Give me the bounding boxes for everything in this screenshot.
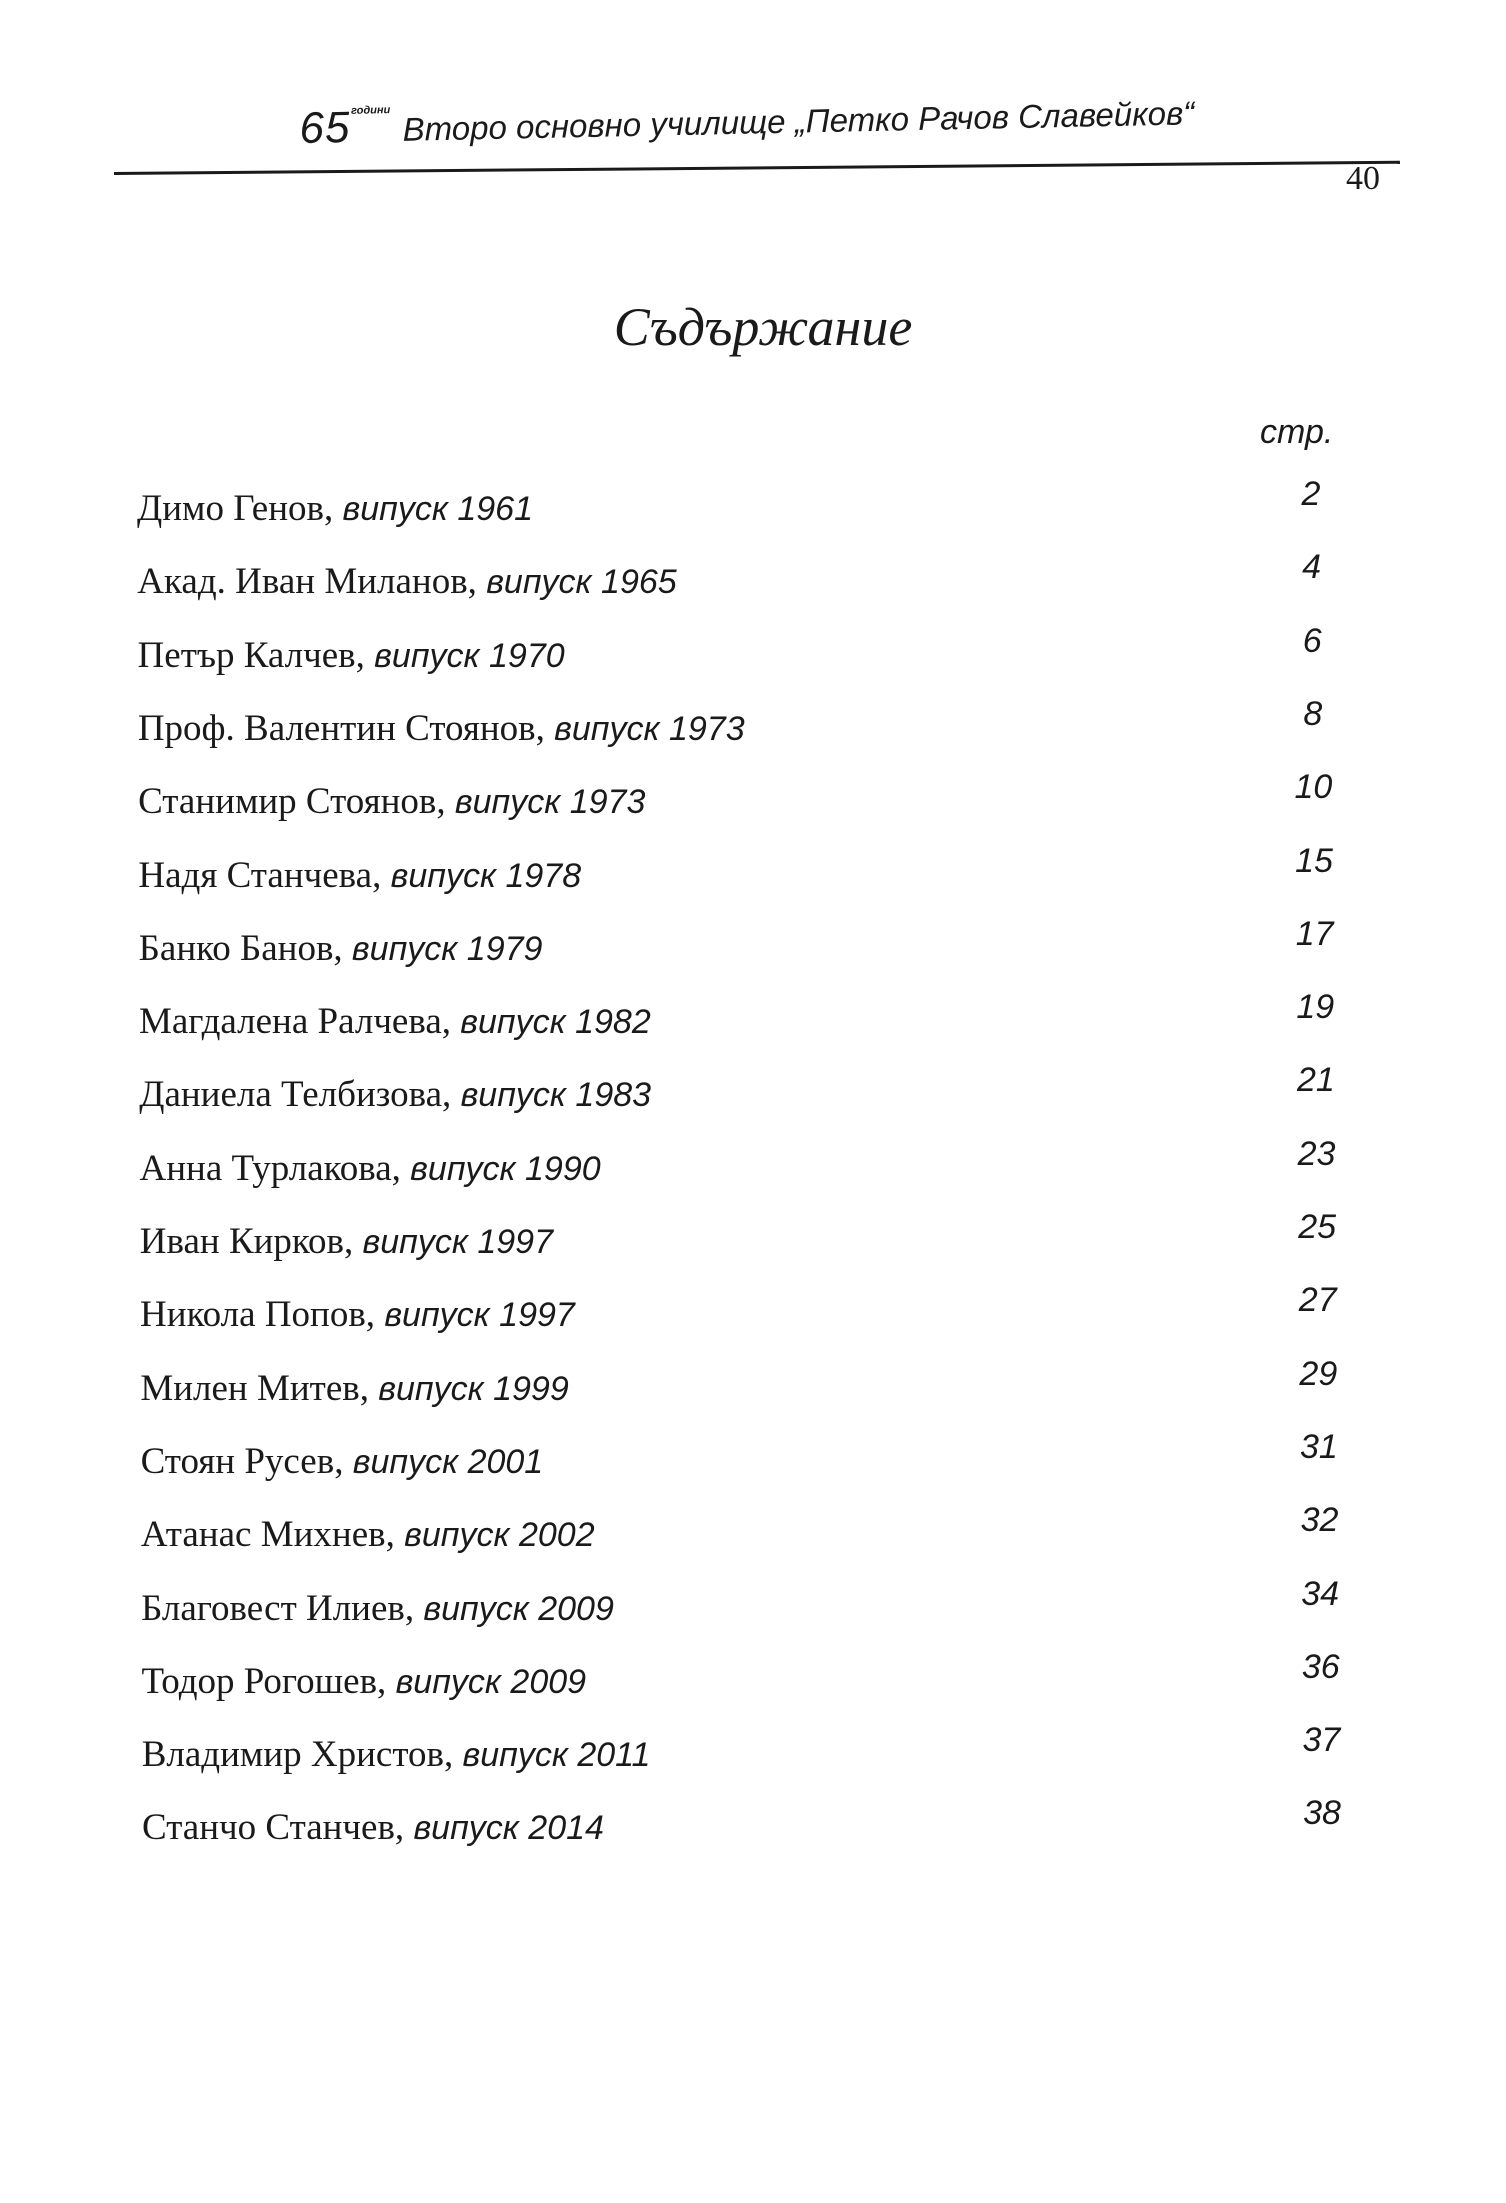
entry-page-number: 4 [1302,548,1322,587]
toc-entry [0,1647,1506,1720]
entry-year: випуск 1983 [460,1076,652,1115]
entry-year: випуск 1990 [410,1149,601,1188]
toc-title: Съдържание [613,297,913,357]
entry-page-number: 17 [1295,914,1334,953]
toc-entry-text [141,1660,586,1703]
toc-entry-text [137,487,533,530]
entry-page-number: 6 [1302,621,1322,660]
school-name: Второ основно училище „Петко Рачов Славейков“ [402,94,1195,148]
toc-entry [0,548,1506,620]
entry-name: Анна Турлакова, [139,1147,401,1189]
anniversary-superscript: години [350,104,391,117]
toc-entry-text [140,1367,568,1410]
anniversary-number: 65 [298,102,351,154]
entry-name: Милен Митев, [140,1367,369,1409]
entry-name: Банко Банов, [138,927,343,969]
toc-entry [0,1427,1506,1500]
entry-name: Акад. Иван Миланов, [137,561,477,603]
entry-name: Стоян Русев, [140,1440,344,1482]
toc-entry [0,1061,1506,1133]
entry-year: випуск 1961 [342,490,533,528]
entry-year: випуск 1997 [362,1223,554,1261]
entry-name: Благовест Илиев, [141,1587,415,1629]
page-number: 40 [1346,160,1380,197]
entry-year: випуск 1982 [460,1003,651,1042]
entry-year: випуск 1970 [374,636,565,675]
entry-page-number: 10 [1294,768,1333,807]
entry-year: випуск 2011 [462,1736,651,1775]
toc-entry-text [139,1000,651,1043]
toc-entry-text [142,1733,651,1776]
entry-page-number: 21 [1296,1061,1335,1100]
toc-entry-text [138,854,581,897]
entry-page-number: 34 [1301,1574,1340,1613]
toc-entry [0,1208,1506,1280]
toc-entry [0,1281,1506,1353]
entry-name: Станчо Станчев, [142,1807,405,1849]
entry-name: Иван Кирков, [139,1221,354,1262]
entry-name: Надя Станчева, [138,854,382,896]
entry-name: Владимир Христов, [141,1734,454,1776]
toc-entry-text [139,927,543,970]
entry-page-number: 31 [1300,1427,1338,1466]
page-column-label: стр. [1260,413,1334,451]
toc-entry-text [139,1073,651,1116]
entry-year: випуск 2014 [413,1809,604,1848]
entry-page-number: 15 [1295,841,1333,880]
toc-entry [0,1354,1506,1427]
toc-entry-text [138,634,565,677]
toc-entry [0,1134,1506,1207]
toc-entry-text [141,1587,614,1630]
entry-page-number: 23 [1297,1134,1336,1173]
toc-entry-text [138,707,745,750]
toc-entry-text [137,560,676,603]
toc-entry [0,475,1506,547]
entry-year: випуск 1965 [486,563,677,602]
entry-year: випуск 1973 [554,709,745,748]
entry-page-number: 25 [1298,1208,1337,1246]
toc-entry-text [140,1293,575,1336]
entry-page-number: 19 [1296,988,1335,1027]
entry-page-number: 27 [1298,1281,1337,1320]
entry-name: Петър Калчев, [137,634,365,676]
toc-entry [0,694,1506,767]
entry-name: Магдалена Ралчева, [138,1001,451,1043]
toc-entry [0,1501,1506,1573]
toc-entry [0,1721,1506,1793]
entry-year: випуск 1978 [390,856,582,895]
entry-name: Атанас Михнев, [140,1514,395,1556]
entry-year: випуск 2002 [404,1516,595,1555]
entry-year: випуск 2009 [395,1662,587,1701]
entry-name: Никола Попов, [140,1294,376,1336]
entry-name: Даниела Телбизова, [139,1074,452,1116]
toc-entry-text [141,1440,544,1483]
entry-page-number: 32 [1300,1501,1339,1540]
toc-entry [0,914,1506,987]
toc-entry-text [142,1806,604,1849]
entry-name: Станимир Стоянов, [138,781,446,823]
toc-entry-text [138,780,645,823]
toc-entry [0,841,1506,914]
entry-name: Тодор Рогошев, [141,1660,387,1702]
entry-name: Проф. Валентин Стоянов, [137,707,545,749]
toc-entry [0,988,1506,1060]
entry-page-number: 8 [1303,694,1323,733]
entry-page-number: 38 [1303,1794,1341,1833]
toc-entry-text [140,1147,601,1190]
entry-page-number: 2 [1301,475,1321,513]
entry-name: Димо Генов, [137,488,334,529]
toc-entry [0,1574,1506,1647]
toc-entry-text [141,1513,595,1556]
entry-year: випуск 2001 [352,1442,544,1481]
entry-year: випуск 1973 [454,783,646,822]
toc-entry [0,768,1506,840]
toc-entry [0,621,1506,694]
entry-year: випуск 2009 [423,1589,614,1628]
entry-year: випуск 1999 [378,1369,569,1408]
entry-page-number: 29 [1299,1354,1338,1393]
entry-year: випуск 1997 [384,1296,575,1335]
entry-page-number: 37 [1302,1721,1341,1760]
entry-year: випуск 1979 [351,929,543,968]
toc-entry-text [140,1220,553,1263]
toc-entry [0,1794,1506,1866]
entry-page-number: 36 [1301,1647,1340,1686]
